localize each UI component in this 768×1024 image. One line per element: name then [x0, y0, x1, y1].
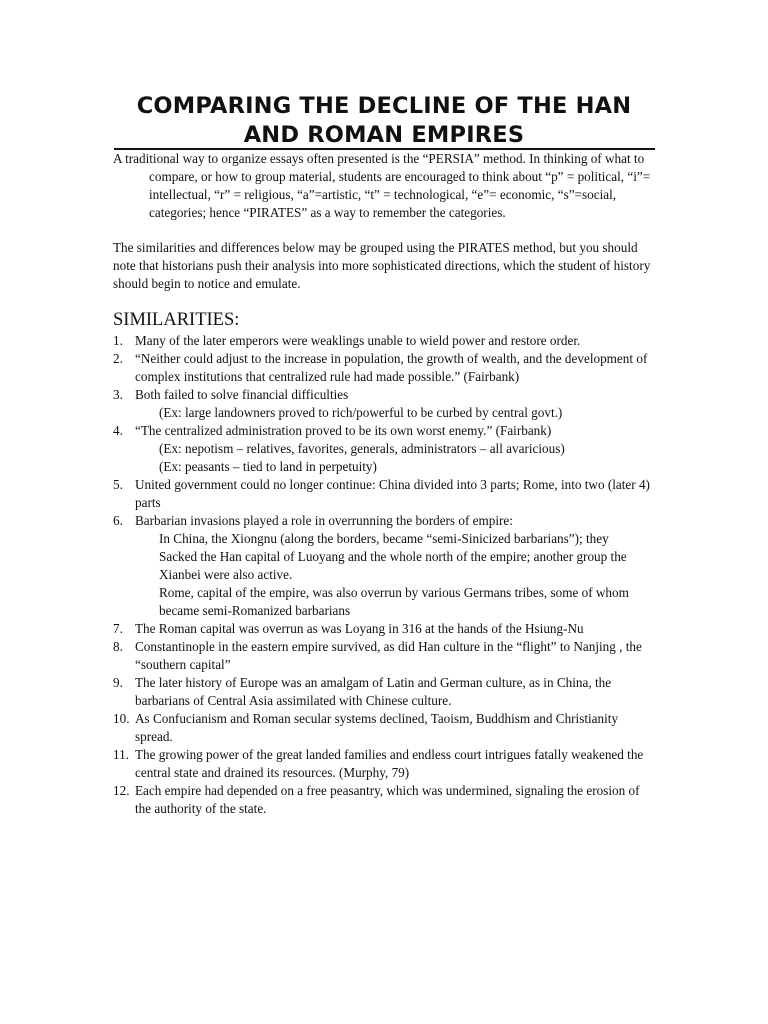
list-number: 4. [113, 423, 123, 438]
list-number: 7. [113, 621, 123, 636]
list-number: 9. [113, 675, 123, 690]
list-number: 5. [113, 477, 123, 492]
list-number: 10. [113, 711, 130, 726]
list-item [113, 332, 658, 350]
list-item [113, 746, 658, 782]
list-item [113, 350, 658, 386]
list-item [113, 638, 658, 674]
list-subitem: Rome, capital of the empire, was also overrun by various Germans tribes, some of whom became semi-Romanized barbarians [159, 585, 629, 618]
list-item-text: As Confucianism and Roman secular systems declined, Taoism, Buddhism and Christianity spread. [135, 711, 619, 744]
list-item-text: Many of the later emperors were weaklings unable to wield power and restore order. [135, 333, 581, 348]
page-title: COMPARING THE DECLINE OF THE HAN AND ROMAN EMPIRES [136, 93, 632, 148]
list-item [113, 386, 658, 422]
list-number: 1. [113, 333, 123, 348]
list-item-text: Both failed to solve financial difficulties [135, 387, 349, 402]
intro-paragraph: A traditional way to organize essays often presented is the “PERSIA” method. In thinking of what to compare, or how to group material, students are encouraged to think about “p” = political, “i”= intellectual, “r” = religious, “a”=artistic, “t” = technological, “e”= economic, “s”=social, categories; hence “PIRATES” as a way to remember the categories. [113, 151, 651, 220]
document-body [113, 150, 658, 818]
list-item [113, 476, 658, 512]
similarities-list [113, 332, 658, 818]
list-number: 2. [113, 351, 123, 366]
list-number: 11. [113, 747, 129, 762]
list-item-text: The growing power of the great landed families and endless court intrigues fatally weakened the central state and drained its resources. (Murphy, 79) [135, 747, 644, 780]
list-number: 3. [113, 387, 123, 402]
list-number: 8. [113, 639, 123, 654]
list-item [113, 512, 658, 620]
list-subitem: (Ex: nepotism – relatives, favorites, generals, administrators – all avaricious) [159, 441, 565, 456]
list-item-text: “The centralized administration proved to be its own worst enemy.” (Fairbank) [135, 423, 552, 438]
list-item-text: Constantinople in the eastern empire survived, as did Han culture in the “flight” to Nanjing , the “southern capital” [135, 639, 642, 672]
list-number: 12. [113, 783, 130, 798]
list-item [113, 422, 658, 476]
list-subitem: (Ex: peasants – tied to land in perpetuity) [159, 459, 377, 474]
list-item-text: Each empire had depended on a free peasantry, which was undermined, signaling the erosion of the authority of the state. [135, 783, 640, 816]
list-item [113, 782, 658, 818]
section-heading: SIMILARITIES: [113, 310, 240, 330]
list-item-text: Barbarian invasions played a role in overrunning the borders of empire: [135, 513, 513, 528]
list-item-text: The later history of Europe was an amalgam of Latin and German culture, as in China, the barbarians of Central Asia assimilated with Chinese culture. [135, 675, 612, 708]
list-item-text: “Neither could adjust to the increase in population, the growth of wealth, and the development of complex institutions that centralized rule had made possible.” (Fairbank) [135, 351, 648, 384]
list-item [113, 620, 658, 638]
list-item-text: The Roman capital was overrun as was Loyang in 316 at the hands of the Hsiung-Nu [135, 621, 584, 636]
list-subitem: Sacked the Han capital of Luoyang and the whole north of the empire; another group the Xianbei were also active. [159, 549, 627, 582]
list-item-text: United government could no longer continue: China divided into 3 parts; Rome, into two (later 4) parts [135, 477, 650, 510]
list-subitem: In China, the Xiongnu (along the borders, became “semi-Sinicized barbarians”); they [159, 531, 609, 546]
list-item [113, 710, 658, 746]
list-item [113, 674, 658, 710]
method-paragraph: The similarities and differences below may be grouped using the PIRATES method, but you should note that historians push their analysis into more sophisticated directions, which the student of history should begin to notice and emulate. [113, 240, 651, 291]
list-number: 6. [113, 513, 123, 528]
list-subitem: (Ex: large landowners proved to rich/powerful to be curbed by central govt.) [159, 405, 563, 420]
